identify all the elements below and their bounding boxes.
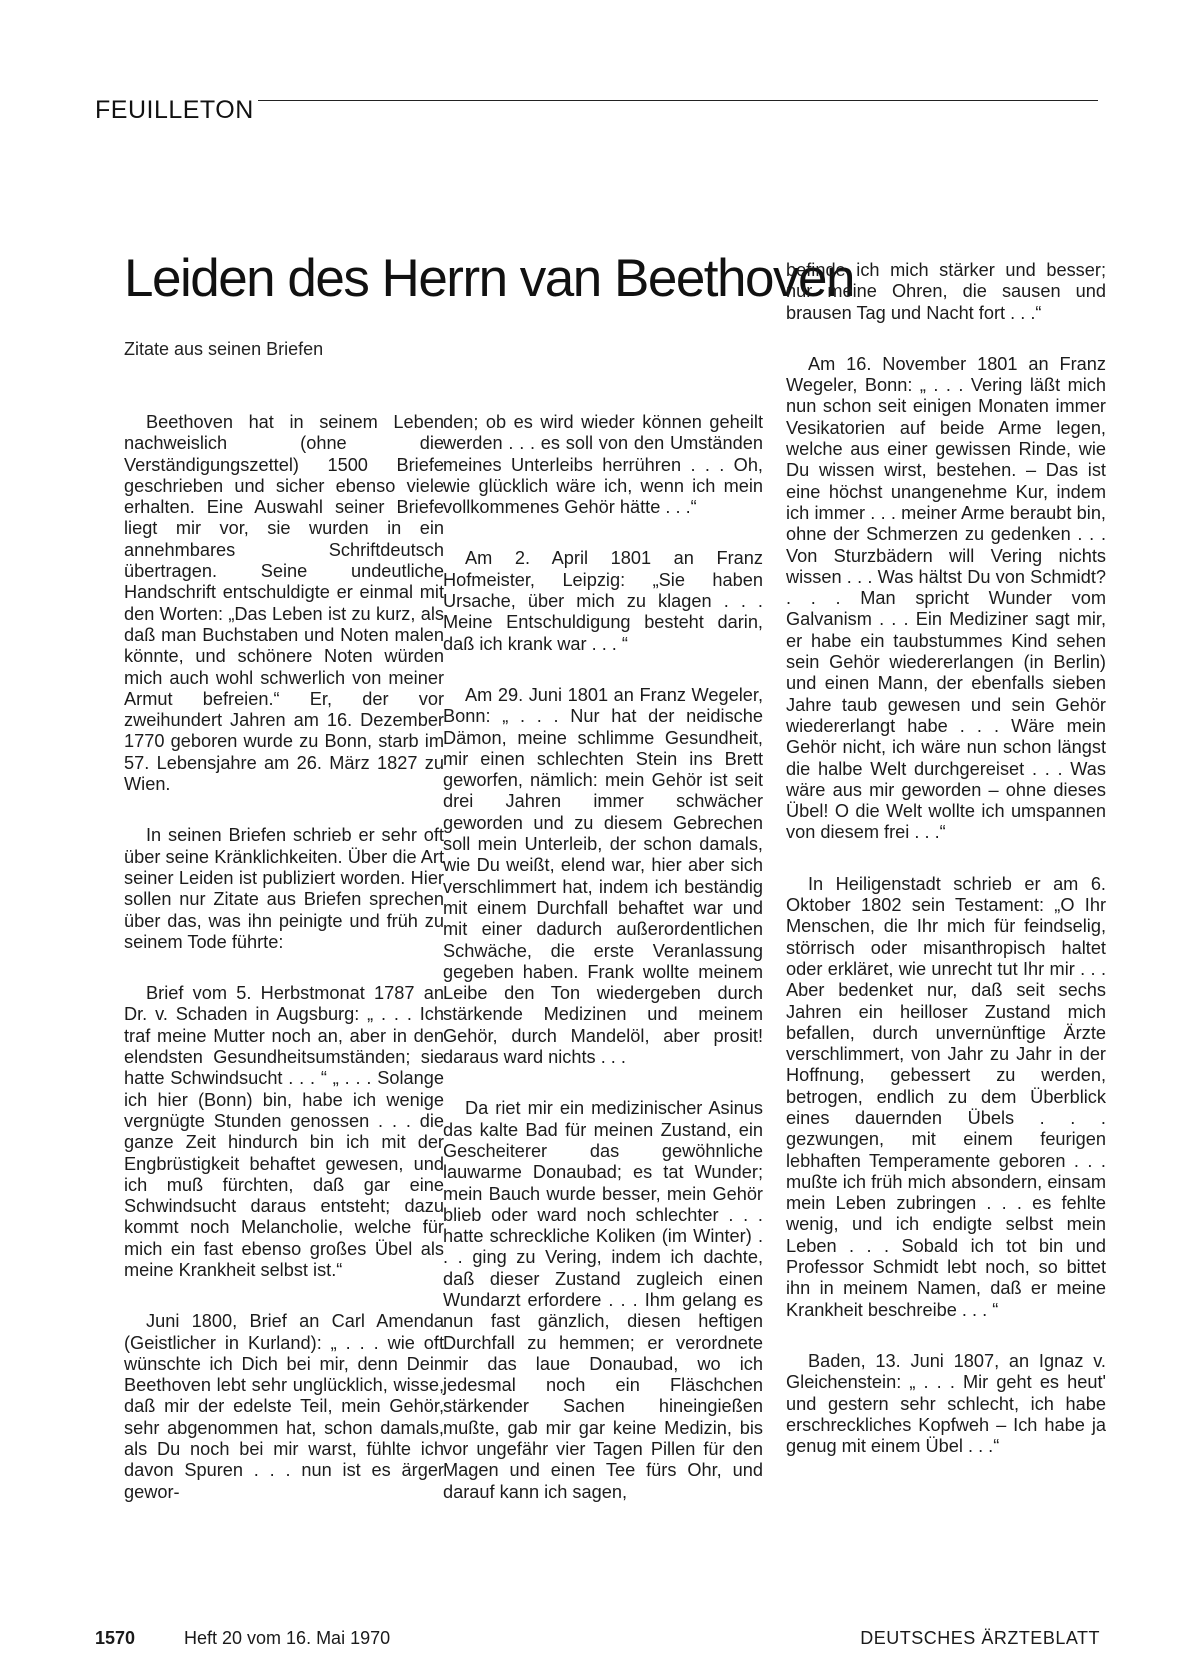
- paragraph: Beethoven hat in seinem Leben nachweislich (ohne die Verständigungszettel) 1500 Briefe geschrieben und sicher ebenso viele erhalten. Eine Auswahl seiner Briefe liegt mir vor, sie wurden in ein annehmbares Schriftdeutsch übertragen. Seine undeutliche Handschrift entschuldigte er einmal mit den Worten: „Das Leben ist zu kurz, als daß man Buchstaben und Noten malen könnte, und schönere Noten würden mich auch wohl schwerlich von meiner Armut befreien.“ Er, der vor zweihundert Jahren am 16. Dezember 1770 geboren wurde zu Bonn, starb im 57. Lebensjahre am 26. März 1827 zu Wien.: [124, 412, 444, 795]
- paragraph: Juni 1800, Brief an Carl Amenda (Geistlicher in Kurland): „ . . . wie oft wünschte ich Dich bei mir, denn Dein Beethoven lebt sehr unglücklich, wisse, daß mir der edelste Teil, mein Gehör, sehr abgenommen hat, schon damals, als Du noch bei mir warst, fühlte ich davon Spuren . . . nun ist es ärger gewor-: [124, 1311, 444, 1502]
- text-column-2: [443, 412, 763, 1533]
- page-number: 1570: [95, 1628, 136, 1648]
- journal-name: DEUTSCHES ÄRZTEBLATT: [860, 1628, 1100, 1648]
- paragraph: Am 16. November 1801 an Franz Wegeler, Bonn: „ . . . Vering läßt mich nun schon seit einigen Monaten immer Vesikatorien auf beide Arme legen, welche aus einer gewissen Rinde, wie Du wissen wirst, bestehen. – Das ist eine höchst unangenehme Kur, indem ich immer . . . meiner Arme beraubt bin, ohne der Schmerzen zu gedenken . . . Von Sturzbädern will Vering nichts wissen . . . Was hältst Du von Schmidt? . . . Man spricht Wunder vom Galvanism . . . Ein Mediziner sagt mir, er habe ein taubstummes Kind sehen sein Gehör wiedererlangen (in Berlin) und einen Mann, der ebenfalls sieben Jahre taub gewesen und sein Gehör wiedererlangt habe . . . Wäre mein Gehör nicht, ich wäre nun schon längst die halbe Welt durchgereiset . . . Was wäre aus mir geworden – ohne dieses Übel! O die Welt wollte ich umspannen von diesem frei . . .“: [786, 353, 1106, 843]
- paragraph: den; ob es wird wieder können geheilt werden . . . es soll von den Umständen meines Unterleibs herrühren . . . Oh, wie glücklich wäre ich, wenn ich mein vollkommenes Gehör hätte . . .“: [443, 412, 763, 518]
- paragraph: Brief vom 5. Herbstmonat 1787 an Dr. v. Schaden in Augsburg: „ . . . Ich traf meine Mutter noch an, aber in den elendsten Gesundheitsumständen; sie hatte Schwindsucht . . . “ „ . . . Solange ich hier (Bonn) bin, habe ich wenige vergnügte Stunden genossen . . . die ganze Zeit hindurch bin ich mit der Engbrüstigkeit behaftet gewesen, und ich muß fürchten, daß gar eine Schwindsucht daraus entsteht; dazu kommt noch Melancholie, welche für mich ein fast ebenso großes Übel als meine Krankheit selbst ist.“: [124, 983, 444, 1280]
- article-title: Leiden des Herrn van Beethoven: [124, 249, 854, 308]
- article-subtitle: Zitate aus seinen Briefen: [124, 339, 324, 359]
- paragraph: Baden, 13. Juni 1807, an Ignaz v. Gleichenstein: „ . . . Mir geht es heut' und gestern sehr schlecht, ich habe erschreckliches Kopfweh – Ich habe ja genug mit einem Übel . . .“: [786, 1350, 1106, 1457]
- paragraph: Da riet mir ein medizinischer Asinus das kalte Bad für meinen Zustand, ein Gescheiterer das gewöhnliche lauwarme Donaubad; es tat Wunder; mein Bauch wurde besser, mein Gehör blieb oder ward noch schlechter . . . hatte schreckliche Koliken (im Winter) . . . ging zu Vering, indem ich dachte, daß dieser Zustand zugleich einen Wundarzt erfordere . . . Ihm gelang es nun fast gänzlich, diesen heftigen Durchfall zu hemmen; er verordnete mir das laue Donaubad, wo ich jedesmal noch ein Fläschchen stärkender Sachen hineingießen mußte, gab mir gar keine Medizin, bis vor ungefähr vier Tagen Pillen für den Magen und einen Tee fürs Ohr, und darauf kann ich sagen,: [443, 1098, 763, 1502]
- paragraph: befinde ich mich stärker und besser; nur meine Ohren, die sausen und brausen Tag und Nacht fort . . .“: [786, 260, 1106, 323]
- text-column-1: [124, 412, 444, 1533]
- header-rule: [258, 100, 1098, 101]
- section-label: FEUILLETON: [95, 96, 254, 124]
- paragraph: In seinen Briefen schrieb er sehr oft über seine Kränklichkeiten. Über die Art seiner Leiden ist publiziert worden. Hier sollen nur Zitate aus Briefen sprechen über das, was ihn peinigte und früh zu seinem Tode führte:: [124, 825, 444, 952]
- paragraph: In Heiligenstadt schrieb er am 6. Oktober 1802 sein Testament: „O Ihr Menschen, die Ihr mich für feindselig, störrisch oder misanthropisch haltet oder erkläret, wie unrecht tut Ihr mir . . . Aber bedenket nur, daß seit sechs Jahren ein heilloser Zustand mich befallen, durch unvernünftige Ärzte verschlimmert, von Jahr zu Jahr in der Hoffnung, gebessert zu werden, betrogen, endlich zu dem Überblick eines dauernden Übels . . . gezwungen, mit einem feurigen lebhaften Temperamente geboren . . . mußte ich früh mich absondern, einsam mein Leben zubringen . . . es fehlte wenig, und ich endigte selbst mein Leben . . . Sobald ich tot bin und Professor Schmidt lebt noch, so bittet ihn in meinem Namen, daß er meine Krankheit beschreibe . . . “: [786, 873, 1106, 1320]
- paragraph: Am 2. April 1801 an Franz Hofmeister, Leipzig: „Sie haben Ursache, über mich zu klagen . . . Meine Entschuldigung besteht darin, daß ich krank war . . . “: [443, 548, 763, 654]
- issue-info: Heft 20 vom 16. Mai 1970: [184, 1628, 391, 1648]
- paragraph: Am 29. Juni 1801 an Franz Wegeler, Bonn: „ . . . Nur hat der neidische Dämon, meine schlimme Gesundheit, mir einen schlechten Stein ins Brett geworfen, nämlich: mein Gehör ist seit drei Jahren immer schwächer geworden und zu diesem Gebrechen soll mein Unterleib, der schon damals, wie Du weißt, elend war, hier aber sich verschlimmert hat, indem ich beständig mit einem Durchfall behaftet war und mit einer dadurch außerordentlichen Schwäche, die erste Veranlassung gegeben haben. Frank wollte meinem Leibe den Ton wiedergeben durch stärkende Medizinen und meinem Gehör, durch Mandelöl, aber prosit! daraus ward nichts . . .: [443, 684, 763, 1068]
- text-column-3: [786, 260, 1106, 1487]
